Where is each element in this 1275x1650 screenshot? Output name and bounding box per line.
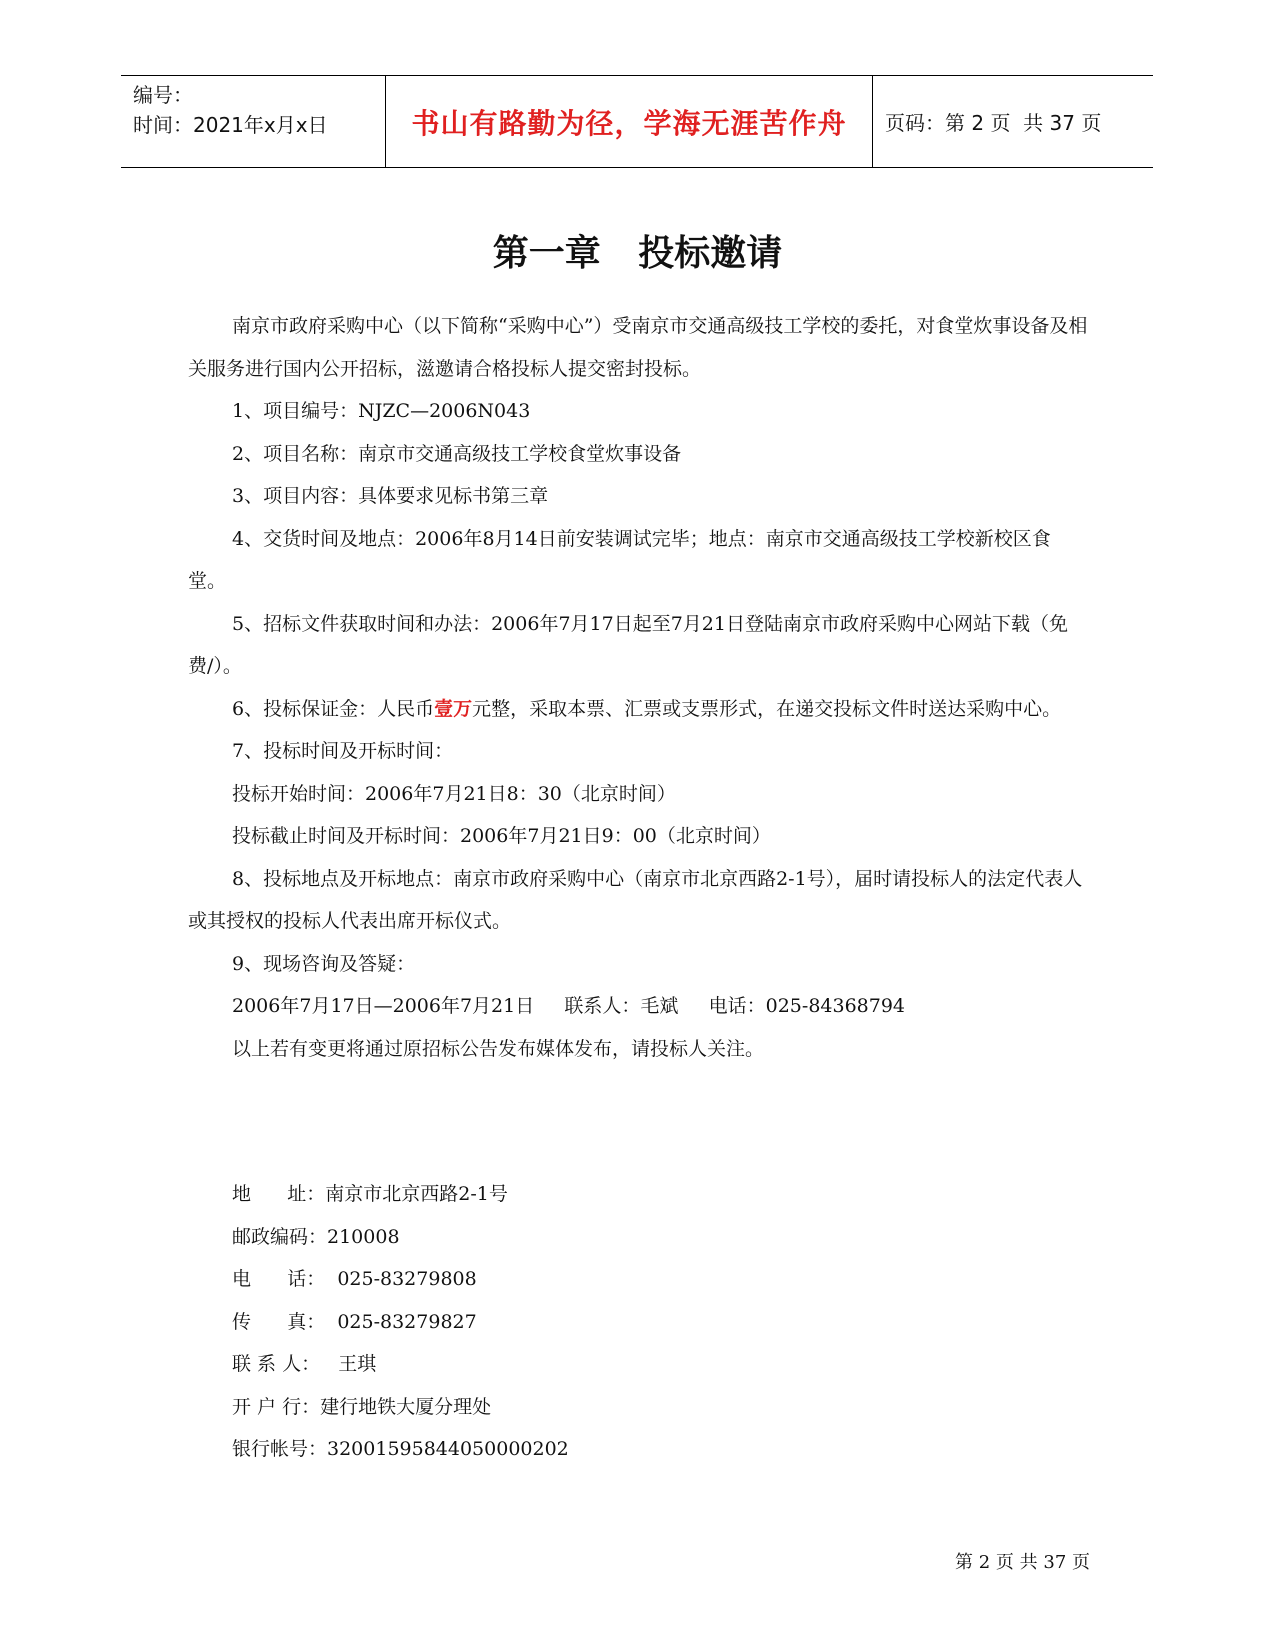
info-postcode: 邮政编码：210008: [232, 1225, 400, 1248]
document-time-label: 时间：2021年x月x日: [133, 113, 328, 137]
item-tender-docs: 5、招标文件获取时间和办法：2006年7月17日起至7月21日登陆南京市政府采购中心网站下载（免费/）。: [188, 612, 1068, 677]
intro-paragraph: 南京市政府采购中心（以下简称“采购中心”）受南京市交通高级技工学校的委托，对食堂炊事设备及相关服务进行国内公开招标，滋邀请合格投标人提交密封投标。: [188, 315, 1088, 380]
chapter-title: 第一章 投标邀请: [492, 233, 783, 274]
consultation-details: 2006年7月17日—2006年7月21日 联系人：毛斌 电话：025-84368794: [232, 995, 906, 1017]
contact-info-block: [232, 1173, 569, 1471]
document-body: [188, 305, 1088, 1070]
item-project-content: 3、项目内容：具体要求见标书第三章: [232, 485, 549, 507]
bid-bond-amount: 壹万: [434, 697, 473, 720]
info-phone: 电 话： 025-83279808: [232, 1268, 477, 1290]
info-contact: 联 系 人： 王琪: [232, 1353, 377, 1375]
bid-start-time: 投标开始时间：2006年7月21日8：30（北京时间）: [232, 782, 676, 805]
change-notice: 以上若有变更将通过原招标公告发布媒体发布，请投标人关注。: [232, 1037, 765, 1060]
item-bid-bond: [188, 688, 1088, 731]
item-project-number: 1、项目编号：NJZC—2006N043: [232, 400, 531, 422]
item-consultation: 9、现场咨询及答疑：: [232, 952, 416, 975]
header-motto: 书山有路勤为径，学海无涯苦作舟: [385, 76, 873, 167]
item-project-name: 2、项目名称：南京市交通高级技工学校食堂炊事设备: [232, 442, 682, 465]
document-number-label: 编号：: [133, 83, 193, 107]
header-meta: [121, 76, 385, 167]
info-account: 银行帐号：32001595844050000202: [232, 1438, 569, 1460]
info-address: 地 址：南京市北京西路2-1号: [232, 1183, 508, 1205]
bid-bond-prefix: 6、投标保证金：人民币: [232, 697, 435, 720]
header-page-info: [873, 76, 1153, 167]
item-bid-location: 8、投标地点及开标地点：南京市政府采购中心（南京市北京西路2-1号），届时请投标人的法定代表人或其授权的投标人代表出席开标仪式。: [188, 867, 1083, 932]
info-fax: 传 真： 025-83279827: [232, 1310, 477, 1333]
info-bank: 开 户 行：建行地铁大厦分理处: [232, 1395, 492, 1418]
page-info-text: 页码：第 2 页 共 37 页: [885, 111, 1102, 135]
page-footer: 第 2 页 共 37 页: [955, 1552, 1090, 1573]
bid-end-time: 投标截止时间及开标时间：2006年7月21日9：00（北京时间）: [232, 825, 771, 847]
page-header: [121, 75, 1153, 168]
item-bid-time: 7、投标时间及开标时间：: [232, 740, 454, 762]
item-delivery: 4、交货时间及地点：2006年8月14日前安装调试完毕；地点：南京市交通高级技工学校新校区食堂。: [188, 527, 1051, 592]
bid-bond-suffix: 元整，采取本票、汇票或支票形式，在递交投标文件时送达采购中心。: [472, 697, 1062, 720]
